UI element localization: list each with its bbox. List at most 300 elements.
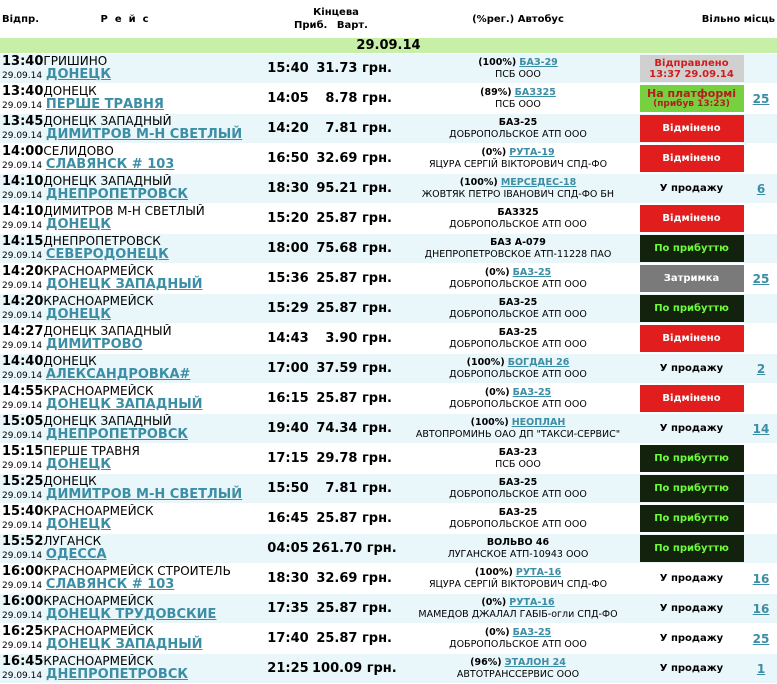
departure-date: 29.09.14 <box>2 250 43 261</box>
destination-link[interactable]: ДНЕПРОПЕТРОВСК <box>45 666 188 682</box>
status-cell <box>638 144 745 174</box>
route-cell <box>0 504 264 534</box>
bus-model[interactable]: РУТА-16 <box>509 596 555 608</box>
status-text: Відмінено <box>662 213 721 224</box>
destination-link[interactable]: ДИМИТРОВ М-Н СВЕТЛЫЙ <box>45 126 243 142</box>
table-row <box>0 654 777 684</box>
departure-time: 16:25 <box>2 623 44 639</box>
departure-time: 14:40 <box>2 353 44 369</box>
status-cell <box>638 174 745 204</box>
departure-date: 29.09.14 <box>2 550 43 561</box>
departure-date: 29.09.14 <box>2 310 43 321</box>
route-cell <box>0 384 264 414</box>
departure-date: 29.09.14 <box>2 610 43 621</box>
free-seats-link[interactable]: 16 <box>752 571 770 586</box>
header-price: Варт. <box>336 20 368 31</box>
destination-link[interactable]: ДОНЕЦК <box>45 216 111 232</box>
free-seats-link[interactable]: 25 <box>752 271 770 286</box>
departure-date: 29.09.14 <box>2 280 43 291</box>
bus-cell <box>398 234 638 264</box>
bus-model: БАЗ-25 <box>498 116 538 128</box>
bus-cell <box>398 354 638 384</box>
status-cell <box>638 624 745 654</box>
destination-link[interactable]: СЛАВЯНСК # 103 <box>45 576 175 592</box>
status-badge <box>640 175 744 202</box>
bus-model[interactable]: БАЗ325 <box>514 86 556 98</box>
price: 25.87 грн. <box>312 264 398 294</box>
price: 7.81 грн. <box>312 474 398 504</box>
departure-date: 29.09.14 <box>2 130 43 141</box>
destination-link[interactable]: ДОНЕЦК <box>45 516 111 532</box>
table-row <box>0 564 777 594</box>
origin: КРАСНОАРМЕЙСК <box>43 293 154 308</box>
bus-model: БАЗ А-079 <box>490 236 546 248</box>
origin: ДОНЕЦК ЗАПАДНЫЙ <box>43 413 172 428</box>
free-seats-link[interactable]: 2 <box>756 361 766 376</box>
status-text: У продажу <box>659 663 724 674</box>
arrival-time: 16:50 <box>264 144 312 174</box>
table-row <box>0 114 777 144</box>
seats-cell <box>745 354 777 384</box>
status-badge <box>640 325 744 352</box>
route-cell <box>0 234 264 264</box>
destination-link[interactable]: ДНЕПРОПЕТРОВСК <box>45 426 188 442</box>
price: 31.73 грн. <box>312 54 398 84</box>
status-badge <box>640 145 744 172</box>
origin: ДОНЕЦК <box>43 473 97 488</box>
carrier: ДОБРОПОЛЬСКОЕ АТП ООО <box>449 218 587 230</box>
destination-link[interactable]: ОДЕССА <box>45 546 107 562</box>
status-text: По прибуттю <box>654 243 729 254</box>
status-badge <box>640 85 744 112</box>
seats-cell <box>745 264 777 294</box>
price: 37.59 грн. <box>312 354 398 384</box>
carrier: ДОБРОПОЛЬСКОЕ АТП ООО <box>449 338 587 350</box>
status-badge <box>640 55 744 82</box>
route-cell <box>0 324 264 354</box>
arrival-time: 21:25 <box>264 654 312 684</box>
status-cell <box>638 504 745 534</box>
price: 25.87 грн. <box>312 384 398 414</box>
departure-time: 15:25 <box>2 473 44 489</box>
status-badge <box>640 565 744 592</box>
price: 261.70 грн. <box>312 534 398 564</box>
carrier: ДОБРОПОЛЬСКОЕ АТП ООО <box>449 128 587 140</box>
route-cell <box>0 204 264 234</box>
status-text: Відмінено <box>662 333 721 344</box>
destination-link[interactable]: СЛАВЯНСК # 103 <box>45 156 175 172</box>
arrival-time: 14:20 <box>264 114 312 144</box>
status-cell <box>638 474 745 504</box>
departure-date: 29.09.14 <box>2 400 43 411</box>
status-text: По прибуттю <box>654 303 729 314</box>
bus-model: ВОЛЬВО 46 <box>486 536 550 548</box>
bus-model[interactable]: МЕРСЕДЕС-18 <box>500 176 577 188</box>
departure-time: 14:20 <box>2 263 44 279</box>
departure-time: 16:45 <box>2 653 44 669</box>
header-final: Кінцева <box>313 7 359 18</box>
status-badge <box>640 655 744 682</box>
route-cell <box>0 174 264 204</box>
destination-link[interactable]: ДНЕПРОПЕТРОВСК <box>45 186 188 202</box>
departure-time: 15:15 <box>2 443 44 459</box>
departure-time: 14:55 <box>2 383 44 399</box>
status-text: У продажу <box>659 423 724 434</box>
bus-model: БАЗ-25 <box>498 296 538 308</box>
status-text: У продажу <box>659 363 724 374</box>
bus-cell <box>398 594 638 624</box>
registration-percent: (100%) <box>470 416 509 428</box>
status-badge <box>640 535 744 562</box>
departure-time: 15:05 <box>2 413 44 429</box>
price: 75.68 грн. <box>312 234 398 264</box>
registration-percent: (0%) <box>481 596 507 608</box>
header-arrival-cell <box>264 0 398 38</box>
registration-percent: (0%) <box>484 266 510 278</box>
bus-cell <box>398 264 638 294</box>
bus-cell <box>398 114 638 144</box>
origin: ДОНЕЦК ЗАПАДНЫЙ <box>43 323 172 338</box>
arrival-time: 14:05 <box>264 84 312 114</box>
arrival-time: 17:35 <box>264 594 312 624</box>
arrival-time: 18:00 <box>264 234 312 264</box>
destination-link[interactable]: ДИМИТРОВ М-Н СВЕТЛЫЙ <box>45 486 243 502</box>
status-text: У продажу <box>659 603 724 614</box>
status-cell <box>638 564 745 594</box>
bus-cell <box>398 384 638 414</box>
destination-link[interactable]: ДОНЕЦК <box>45 66 111 82</box>
table-row <box>0 594 777 624</box>
header-arrival: Приб. <box>294 20 328 31</box>
carrier: ДНЕПРОПЕТРОВСКОЕ АТП-11228 ПАО <box>424 248 612 260</box>
departure-date: 29.09.14 <box>2 640 43 651</box>
departure-date: 29.09.14 <box>2 460 43 471</box>
departure-time: 16:00 <box>2 593 44 609</box>
arrival-time: 18:30 <box>264 564 312 594</box>
carrier: ПСБ ООО <box>495 68 541 80</box>
departure-date: 29.09.14 <box>2 430 43 441</box>
carrier: ЯЦУРА СЕРГІЙ ВІКТОРОВИЧ СПД-ФО <box>428 158 608 170</box>
bus-model[interactable]: БАЗ-29 <box>519 56 558 68</box>
status-text: По прибуттю <box>654 513 729 524</box>
origin: КРАСНОАРМЕЙСК <box>43 383 154 398</box>
origin: КРАСНОАРМЕЙСК <box>43 653 154 668</box>
arrival-time: 19:40 <box>264 414 312 444</box>
registration-percent: (96%) <box>470 656 502 668</box>
arrival-time: 15:29 <box>264 294 312 324</box>
price: 7.81 грн. <box>312 114 398 144</box>
bus-model[interactable]: БАЗ-25 <box>512 626 552 638</box>
status-cell <box>638 414 745 444</box>
status-badge <box>640 295 744 322</box>
status-text: На платформі <box>646 86 737 100</box>
arrival-time: 04:05 <box>264 534 312 564</box>
destination-link[interactable]: ДОНЕЦК <box>45 456 111 472</box>
status-cell <box>638 594 745 624</box>
free-seats-link[interactable]: 16 <box>752 601 770 616</box>
arrival-time: 15:36 <box>264 264 312 294</box>
carrier: ЖОВТЯК ПЕТРО ІВАНОВИЧ СПД-ФО БН <box>421 188 615 200</box>
bus-cell <box>398 654 638 684</box>
status-cell <box>638 654 745 684</box>
bus-cell <box>398 414 638 444</box>
origin: ГРИШИНО <box>43 53 108 68</box>
registration-percent: (100%) <box>459 176 498 188</box>
free-seats-link[interactable]: 25 <box>752 631 770 646</box>
origin: ДОНЕЦК <box>43 83 97 98</box>
route-cell <box>0 444 264 474</box>
origin: КРАСНОАРМЕЙСК <box>43 263 154 278</box>
carrier: АВТОТРАНССЕРВИС ООО <box>456 668 580 680</box>
bus-model[interactable]: БАЗ-25 <box>512 266 552 278</box>
seats-cell <box>745 534 777 564</box>
bus-model: БАЗ325 <box>497 206 539 218</box>
status-cell <box>638 384 745 414</box>
arrival-time: 15:20 <box>264 204 312 234</box>
seats-cell <box>745 564 777 594</box>
origin: СЕЛИДОВО <box>43 143 114 158</box>
departure-date: 29.09.14 <box>2 670 43 681</box>
header-departure: Відпр. <box>2 13 39 25</box>
status-cell <box>638 324 745 354</box>
departure-time: 15:40 <box>2 503 44 519</box>
table-row <box>0 504 777 534</box>
origin: КРАСНОАРМЕЙСК СТРОИТЕЛЬ <box>43 563 231 578</box>
seats-cell <box>745 474 777 504</box>
origin: КРАСНОАРМЕЙСК <box>43 623 154 638</box>
departure-date: 29.09.14 <box>2 520 43 531</box>
price: 95.21 грн. <box>312 174 398 204</box>
bus-cell <box>398 474 638 504</box>
carrier: ДОБРОПОЛЬСКОЕ АТП ООО <box>449 308 587 320</box>
carrier: ЛУГАНСКОЕ АТП-10943 ООО <box>447 548 589 560</box>
bus-cell <box>398 54 638 84</box>
departure-time: 16:00 <box>2 563 44 579</box>
departure-time: 14:10 <box>2 203 44 219</box>
header-seats: Вільно місць <box>701 13 776 25</box>
seats-cell <box>745 444 777 474</box>
price: 100.09 грн. <box>312 654 398 684</box>
destination-link[interactable]: ДОНЕЦК ЗАПАДНЫЙ <box>45 396 203 412</box>
destination-link[interactable]: ДОНЕЦК ЗАПАДНЫЙ <box>45 276 203 292</box>
seats-cell <box>745 654 777 684</box>
bus-model[interactable]: НЕОПЛАН <box>511 416 566 428</box>
free-seats-link[interactable]: 1 <box>756 661 766 676</box>
status-text: У продажу <box>659 183 724 194</box>
arrival-time: 16:45 <box>264 504 312 534</box>
status-badge <box>640 475 744 502</box>
bus-model[interactable]: БОГДАН 26 <box>507 356 570 368</box>
registration-percent: (89%) <box>480 86 512 98</box>
status-text: У продажу <box>659 633 724 644</box>
bus-model[interactable]: РУТА-16 <box>515 566 562 578</box>
table-row <box>0 294 777 324</box>
status-cell <box>638 264 745 294</box>
destination-link[interactable]: СЕВЕРОДОНЕЦК <box>45 246 169 262</box>
carrier: ЯЦУРА СЕРГІЙ ВІКТОРОВИЧ СПД-ФО <box>428 578 608 590</box>
seats-cell <box>745 504 777 534</box>
seats-cell <box>745 624 777 654</box>
seats-cell <box>745 84 777 114</box>
status-cell <box>638 84 745 114</box>
registration-percent: (100%) <box>474 566 513 578</box>
seats-cell <box>745 54 777 84</box>
free-seats-link[interactable]: 6 <box>756 181 766 196</box>
status-badge <box>640 205 744 232</box>
arrival-time: 16:15 <box>264 384 312 414</box>
free-seats-link[interactable]: 25 <box>752 91 770 106</box>
status-cell <box>638 114 745 144</box>
status-cell <box>638 294 745 324</box>
departure-time: 13:40 <box>2 53 44 69</box>
origin: ДИМИТРОВ М-Н СВЕТЛЫЙ <box>43 203 205 218</box>
table-row <box>0 384 777 414</box>
table-row <box>0 444 777 474</box>
route-cell <box>0 534 264 564</box>
destination-link[interactable]: ДОНЕЦК <box>45 306 111 322</box>
departure-date: 29.09.14 <box>2 340 43 351</box>
bus-model[interactable]: БАЗ-25 <box>512 386 552 398</box>
price: 25.87 грн. <box>312 204 398 234</box>
route-cell <box>0 354 264 384</box>
carrier: ДОБРОПОЛЬСКОЕ АТП ООО <box>449 518 587 530</box>
bus-model: БАЗ-23 <box>498 446 538 458</box>
status-badge <box>640 115 744 142</box>
route-cell <box>0 414 264 444</box>
registration-percent: (100%) <box>466 356 505 368</box>
status-badge <box>640 355 744 382</box>
price: 32.69 грн. <box>312 144 398 174</box>
seats-cell <box>745 594 777 624</box>
departure-date: 29.09.14 <box>2 190 43 201</box>
table-row <box>0 324 777 354</box>
destination-link[interactable]: АЛЕКСАНДРОВКА# <box>45 366 191 382</box>
status-text: Відмінено <box>662 153 721 164</box>
status-text: У продажу <box>659 573 724 584</box>
status-badge <box>640 265 744 292</box>
arrival-time: 17:00 <box>264 354 312 384</box>
status-text: Затримка <box>663 273 720 284</box>
status-badge <box>640 505 744 532</box>
departure-time: 14:00 <box>2 143 44 159</box>
departure-date: 29.09.14 <box>2 100 43 111</box>
table-row <box>0 84 777 114</box>
price: 25.87 грн. <box>312 504 398 534</box>
carrier: МАМЕДОВ ДЖАЛАЛ ГАБІБ-огли СПД-ФО <box>418 608 618 620</box>
arrival-time: 17:40 <box>264 624 312 654</box>
origin: ДОНЕЦК <box>43 353 97 368</box>
route-cell <box>0 114 264 144</box>
status-detail: 13:37 29.09.14 <box>649 68 734 80</box>
bus-cell <box>398 204 638 234</box>
route-cell <box>0 294 264 324</box>
departure-time: 14:27 <box>2 323 44 339</box>
departure-date: 29.09.14 <box>2 220 43 231</box>
status-badge <box>640 235 744 262</box>
departure-date: 29.09.14 <box>2 490 43 501</box>
table-row <box>0 414 777 444</box>
status-text: Відмінено <box>662 393 721 404</box>
seats-cell <box>745 324 777 354</box>
origin: ЛУГАНСК <box>43 533 102 548</box>
departure-time: 13:45 <box>2 113 44 129</box>
table-row <box>0 54 777 84</box>
carrier: ДОБРОПОЛЬСКОЕ АТП ООО <box>449 368 587 380</box>
destination-link[interactable]: ДОНЕЦК ЗАПАДНЫЙ <box>45 636 203 652</box>
bus-cell <box>398 84 638 114</box>
status-text: По прибуттю <box>654 483 729 494</box>
bus-model: БАЗ-25 <box>498 506 538 518</box>
status-cell <box>638 234 745 264</box>
departure-time: 15:52 <box>2 533 44 549</box>
table-row <box>0 204 777 234</box>
departure-date: 29.09.14 <box>2 370 43 381</box>
status-badge <box>640 445 744 472</box>
status-cell <box>638 354 745 384</box>
bus-cell <box>398 564 638 594</box>
price: 32.69 грн. <box>312 564 398 594</box>
departure-time: 14:20 <box>2 293 44 309</box>
origin: ДОНЕЦК ЗАПАДНЫЙ <box>43 113 172 128</box>
registration-percent: (0%) <box>484 386 510 398</box>
route-cell <box>0 594 264 624</box>
status-cell <box>638 444 745 474</box>
bus-cell <box>398 144 638 174</box>
departure-date: 29.09.14 <box>2 580 43 591</box>
route-cell <box>0 624 264 654</box>
header-route: Рейс <box>100 13 156 25</box>
route-cell <box>0 54 264 84</box>
seats-cell <box>745 294 777 324</box>
status-detail: (прибув 13:23) <box>653 98 730 109</box>
route-cell <box>0 474 264 504</box>
route-cell <box>0 564 264 594</box>
seats-cell <box>745 204 777 234</box>
bus-cell <box>398 534 638 564</box>
carrier: ПСБ ООО <box>495 98 541 110</box>
destination-link[interactable]: ДИМИТРОВО <box>45 336 143 352</box>
date-label: 29.09.14 <box>0 38 777 54</box>
carrier: ДОБРОПОЛЬСКОЕ АТП ООО <box>449 488 587 500</box>
bus-model[interactable]: РУТА-19 <box>509 146 555 158</box>
destination-link[interactable]: ДОНЕЦК ТРУДОВСКИЕ <box>45 606 217 622</box>
departure-time: 14:10 <box>2 173 44 189</box>
departure-time: 13:40 <box>2 83 44 99</box>
bus-model[interactable]: ЭТАЛОН 24 <box>504 656 566 668</box>
status-cell <box>638 204 745 234</box>
origin: КРАСНОАРМЕЙСК <box>43 503 154 518</box>
price: 74.34 грн. <box>312 414 398 444</box>
header-cell <box>0 0 264 38</box>
registration-percent: (0%) <box>484 626 510 638</box>
departure-date: 29.09.14 <box>2 70 43 81</box>
route-cell <box>0 84 264 114</box>
free-seats-link[interactable]: 14 <box>752 421 770 436</box>
status-text: Відмінено <box>662 123 721 134</box>
seats-cell <box>745 174 777 204</box>
route-cell <box>0 654 264 684</box>
bus-cell <box>398 174 638 204</box>
status-text: По прибуттю <box>654 543 729 554</box>
carrier: ДОБРОПОЛЬСКОЕ АТП ООО <box>449 638 587 650</box>
origin: КРАСНОАРМЕЙСК <box>43 593 154 608</box>
departure-time: 14:15 <box>2 233 44 249</box>
destination-link[interactable]: ПЕРШЕ ТРАВНЯ <box>45 96 164 112</box>
carrier: АВТОПРОМИНЬ ОАО ДП "ТАКСИ-СЕРВИС" <box>415 428 621 440</box>
status-text: По прибуттю <box>654 453 729 464</box>
arrival-time: 18:30 <box>264 174 312 204</box>
arrival-time: 17:15 <box>264 444 312 474</box>
